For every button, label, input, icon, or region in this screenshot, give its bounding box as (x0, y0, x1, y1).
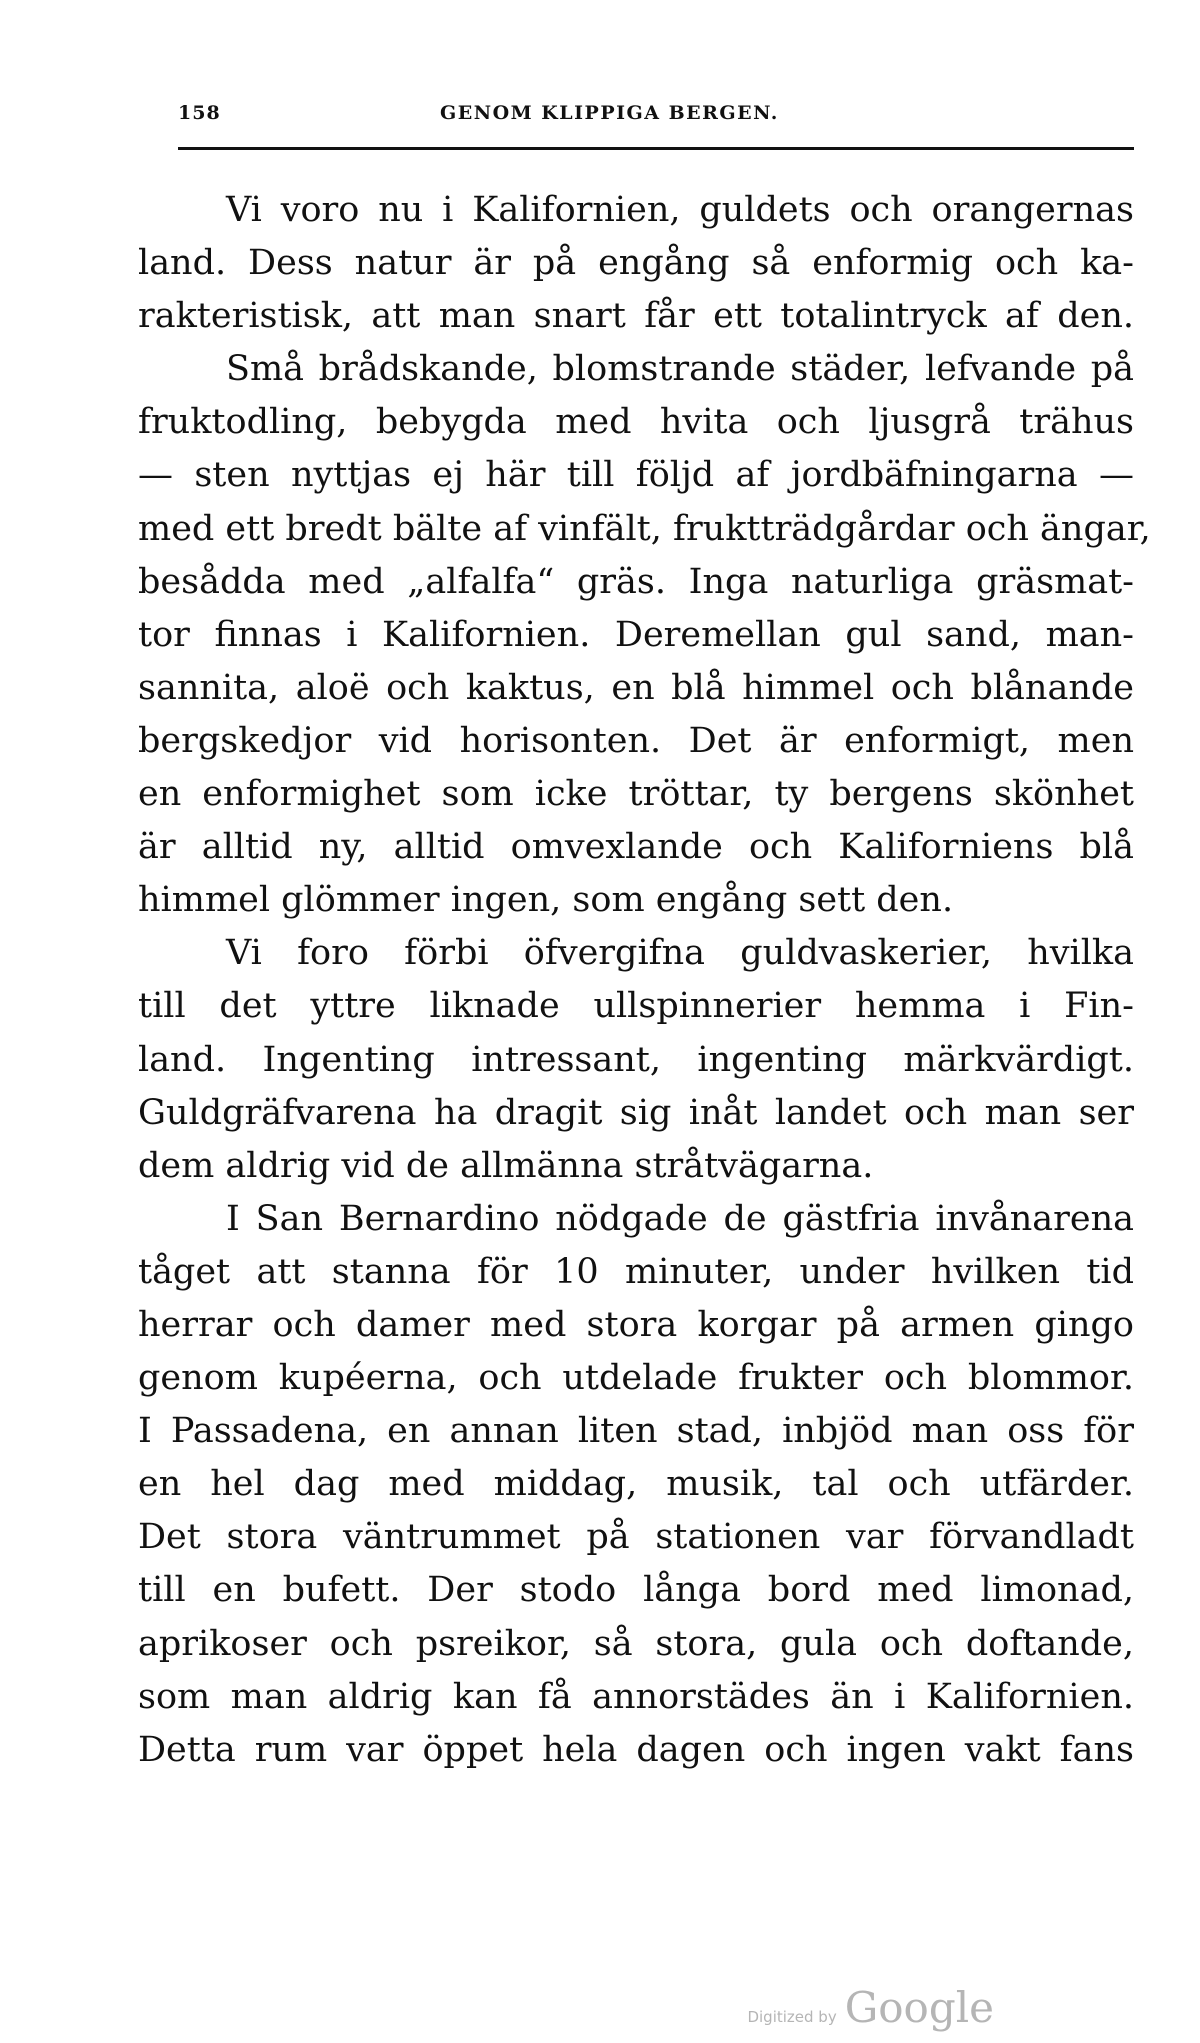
text-line: är alltid ny, alltid omvexlande och Kaliforniens blå (138, 827, 1134, 868)
text-line: Detta rum var öppet hela dagen och ingen vakt fans (138, 1729, 1134, 1770)
text-line: Små brådskande, blomstrande städer, lefvande på (226, 349, 1134, 390)
text-line: land. Ingenting intressant, ingenting märkvärdigt. (138, 1039, 1134, 1080)
text-line: I San Bernardino nödgade de gästfria invånarena (226, 1198, 1134, 1239)
text-line: med ett bredt bälte af vinfält, fruktträdgårdar och ängar, (138, 508, 1151, 549)
text-line: herrar och damer med stora korgar på armen gingo (138, 1304, 1134, 1345)
text-line: bergskedjor vid horisonten. Det är enformigt, men (138, 720, 1134, 761)
text-line: land. Dess natur är på engång så enformig och ka- (138, 243, 1134, 284)
text-line: genom kupéerna, och utdelade frukter och blommor. (138, 1358, 1134, 1399)
text-line: — sten nyttjas ej här till följd af jordbäfningarna — (138, 455, 1134, 496)
text-line: besådda med „alfalfa“ gräs. Inga naturliga gräsmat- (138, 561, 1134, 602)
text-line: en hel dag med middag, musik, tal och utfärder. (138, 1464, 1134, 1505)
page-header (178, 102, 1134, 138)
text-line: fruktodling, bebygda med hvita och ljusgrå trähus (138, 402, 1134, 443)
text-line: tåget att stanna för 10 minuter, under hvilken tid (138, 1251, 1134, 1292)
text-line: Det stora väntrummet på stationen var förvandladt (138, 1517, 1134, 1558)
text-line: sannita, aloë och kaktus, en blå himmel och blånande (138, 667, 1134, 708)
text-line: himmel glömmer ingen, som engång sett den. (138, 880, 954, 921)
digitization-watermark (747, 1983, 994, 2033)
text-line: till en bufett. Der stodo långa bord med limonad, (138, 1570, 1134, 1611)
page-number: 158 (178, 102, 221, 124)
text-line: tor finnas i Kalifornien. Deremellan gul sand, man- (138, 614, 1134, 655)
text-line: Vi foro förbi öfvergifna guldvaskerier, hvilka (226, 933, 1134, 974)
body-text (138, 184, 1151, 1777)
text-line: som man aldrig kan få annorstädes än i Kalifornien. (138, 1676, 1134, 1717)
text-line: I Passadena, en annan liten stad, inbjöd man oss för (138, 1411, 1134, 1452)
text-line: dem aldrig vid de allmänna stråtvägarna. (138, 1145, 874, 1186)
text-line: aprikoser och psreikor, så stora, gula och doftande, (138, 1623, 1134, 1664)
watermark-brand: Google (844, 1983, 994, 2032)
watermark-prefix: Digitized by (747, 2008, 837, 2026)
running-title: GENOM KLIPPIGA BERGEN. (440, 102, 779, 124)
text-line: rakteristisk, att man snart får ett totalintryck af den. (138, 296, 1134, 337)
text-line: till det yttre liknade ullspinnerier hemma i Fin- (138, 986, 1134, 1027)
text-line: en enformighet som icke tröttar, ty bergens skönhet (138, 774, 1134, 815)
text-line: Vi voro nu i Kalifornien, guldets och orangernas (226, 190, 1134, 230)
header-rule (178, 147, 1134, 150)
text-line: Guldgräfvarena ha dragit sig inåt landet och man ser (138, 1092, 1134, 1133)
